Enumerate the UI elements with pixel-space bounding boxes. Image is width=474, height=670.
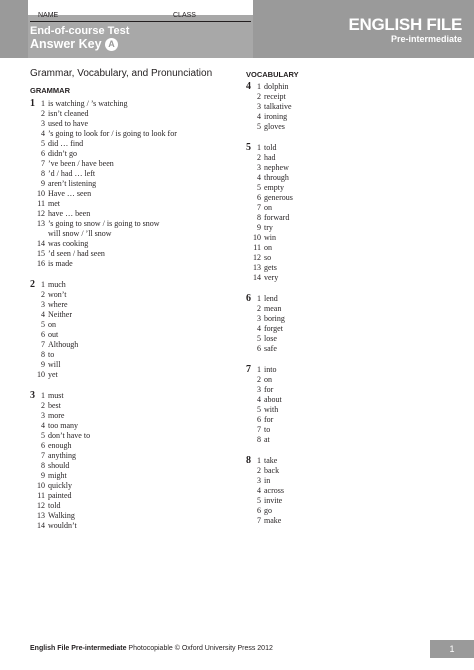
answer-text: to: [264, 425, 271, 434]
item-number: 8: [41, 169, 45, 178]
answer-text: where: [48, 300, 68, 309]
item-number: 5: [257, 122, 261, 131]
answer-text: out: [48, 330, 59, 339]
item-number: 1: [257, 294, 261, 303]
item-number: 1: [41, 99, 45, 108]
answer-text: dolphin: [264, 82, 289, 91]
item-number: 2: [257, 153, 261, 162]
name-label: NAME: [38, 12, 59, 19]
section-number: 6: [246, 293, 251, 304]
answer-text: enough: [48, 441, 72, 450]
answer-text: yet: [48, 370, 58, 379]
answer-text: make: [264, 516, 282, 525]
item-number: 12: [37, 209, 45, 218]
answer-text: aren’t listening: [48, 179, 97, 188]
item-number: 2: [257, 375, 261, 384]
answer-key-title: Answer Key: [30, 37, 102, 51]
page-title: Grammar, Vocabulary, and Pronunciation: [30, 68, 213, 79]
item-number: 1: [257, 82, 261, 91]
section-number: 1: [30, 98, 35, 109]
answer-text: forward: [264, 213, 290, 222]
answer-text: must: [48, 391, 64, 400]
answer-text: did … find: [48, 139, 84, 148]
version-badge: A: [105, 38, 118, 51]
item-number: 5: [41, 431, 45, 440]
item-number: 7: [257, 425, 261, 434]
answer-text: into: [264, 365, 277, 374]
item-number: 8: [41, 350, 45, 359]
answer-text: generous: [264, 193, 293, 202]
item-number: 4: [257, 173, 261, 182]
item-number: 9: [41, 179, 45, 188]
item-number: 1: [257, 456, 261, 465]
answer-text: might: [48, 471, 67, 480]
item-number: 7: [257, 516, 261, 525]
item-number: 4: [257, 112, 261, 121]
answer-text: through: [264, 173, 289, 182]
answer-text: don’t have to: [48, 431, 91, 440]
answer-text: ’ve been / have been: [48, 159, 114, 168]
answer-text: gloves: [264, 122, 285, 131]
answer-text: have … been: [48, 209, 91, 218]
item-number: 5: [41, 320, 45, 329]
item-number: 1: [41, 391, 45, 400]
answer-text: to: [48, 350, 55, 359]
item-number: 6: [41, 441, 45, 450]
answer-text: mean: [264, 304, 282, 313]
answer-text: receipt: [264, 92, 286, 101]
item-number: 7: [257, 203, 261, 212]
answer-text: for: [264, 415, 274, 424]
answer-text: wouldn’t: [48, 521, 77, 530]
answer-text: much: [48, 280, 66, 289]
item-number: 4: [41, 421, 45, 430]
answer-text: is watching / ’s watching: [48, 99, 128, 108]
answer-text: empty: [264, 183, 284, 192]
item-number: 7: [41, 451, 45, 460]
item-number: 9: [41, 360, 45, 369]
section-number: 5: [246, 142, 251, 153]
footer-series: English File Pre-intermediate: [30, 645, 127, 652]
answer-text: told: [48, 501, 61, 510]
item-number: 5: [257, 183, 261, 192]
footer-copyright: Photocopiable © Oxford University Press 2012: [126, 645, 273, 652]
item-number: 1: [257, 143, 261, 152]
answer-text: ’d / had … left: [48, 169, 96, 178]
item-number: 2: [257, 304, 261, 313]
answer-text: ’s going to snow / is going to snow: [48, 219, 160, 228]
item-number: 3: [41, 411, 45, 420]
item-number: 6: [257, 415, 261, 424]
answer-text: met: [48, 199, 60, 208]
answer-text: try: [264, 223, 273, 232]
answer-text: take: [264, 456, 278, 465]
item-number: 3: [257, 102, 261, 111]
answer-text: boring: [264, 314, 285, 323]
item-number: 2: [257, 92, 261, 101]
answer-text: will snow / ’ll snow: [48, 229, 112, 238]
answer-text: was cooking: [48, 239, 89, 248]
item-number: 6: [257, 506, 261, 515]
item-number: 2: [41, 290, 45, 299]
item-number: 2: [41, 401, 45, 410]
item-number: 6: [41, 330, 45, 339]
answer-text: invite: [264, 496, 283, 505]
answer-text: Although: [48, 340, 79, 349]
item-number: 4: [41, 129, 45, 138]
answer-text: painted: [48, 491, 72, 500]
item-number: 6: [257, 344, 261, 353]
item-number: 4: [257, 395, 261, 404]
item-number: 10: [37, 370, 45, 379]
answer-text: should: [48, 461, 70, 470]
page-number: 1: [430, 640, 474, 658]
section-number: 8: [246, 455, 251, 466]
answer-text: with: [264, 405, 279, 414]
answer-text: best: [48, 401, 61, 410]
item-number: 11: [37, 199, 45, 208]
answer-text: at: [264, 435, 270, 444]
item-number: 6: [41, 149, 45, 158]
section-number: 4: [246, 81, 251, 92]
item-number: 7: [41, 340, 45, 349]
answer-text: Walking: [48, 511, 75, 520]
item-number: 14: [37, 239, 45, 248]
answer-text: lend: [264, 294, 278, 303]
answer-text: on: [264, 203, 272, 212]
item-number: 13: [37, 511, 45, 520]
answer-text: forget: [264, 324, 283, 333]
answer-text: more: [48, 411, 65, 420]
item-number: 3: [41, 300, 45, 309]
item-number: 5: [257, 334, 261, 343]
answer-text: told: [264, 143, 277, 152]
item-number: 3: [257, 163, 261, 172]
answer-text: across: [264, 486, 284, 495]
grammar-heading: GRAMMAR: [30, 86, 70, 95]
item-number: 11: [253, 243, 261, 252]
item-number: 11: [37, 491, 45, 500]
answer-text: on: [264, 243, 272, 252]
answer-text: gets: [264, 263, 277, 272]
answer-text: on: [48, 320, 56, 329]
answer-text: nephew: [264, 163, 289, 172]
class-label: CLASS: [173, 12, 196, 19]
answer-text: anything: [48, 451, 76, 460]
item-number: 5: [41, 139, 45, 148]
item-number: 12: [37, 501, 45, 510]
item-number: 4: [257, 324, 261, 333]
item-number: 3: [257, 476, 261, 485]
item-number: 9: [41, 471, 45, 480]
brand-logo: ENGLISH FILE: [348, 15, 462, 34]
item-number: 8: [257, 435, 261, 444]
section-number: 7: [246, 364, 251, 375]
answer-text: won’t: [48, 290, 67, 299]
item-number: 12: [253, 253, 261, 262]
answer-text: is made: [48, 259, 73, 268]
answer-text: ’d seen / had seen: [48, 249, 105, 258]
answer-text: in: [264, 476, 271, 485]
section-number: 3: [30, 390, 35, 401]
item-number: 3: [41, 119, 45, 128]
item-number: 10: [37, 189, 45, 198]
answer-text: Have … seen: [48, 189, 92, 198]
answer-text: ironing: [264, 112, 288, 121]
item-number: 14: [253, 273, 261, 282]
item-number: 3: [257, 385, 261, 394]
answer-text: on: [264, 375, 272, 384]
answer-text: quickly: [48, 481, 72, 490]
item-number: 13: [37, 219, 45, 228]
vocabulary-heading: VOCABULARY: [246, 70, 299, 79]
item-number: 9: [257, 223, 261, 232]
item-number: 1: [41, 280, 45, 289]
answer-text: too many: [48, 421, 78, 430]
answer-text: lose: [264, 334, 277, 343]
item-number: 7: [41, 159, 45, 168]
item-number: 5: [257, 405, 261, 414]
item-number: 6: [257, 193, 261, 202]
answer-text: safe: [264, 344, 277, 353]
answer-text: so: [264, 253, 272, 262]
item-number: 5: [257, 496, 261, 505]
answer-text: about: [264, 395, 282, 404]
answer-text: go: [264, 506, 272, 515]
answer-text: isn’t cleaned: [48, 109, 89, 118]
section-number: 2: [30, 279, 35, 290]
item-number: 8: [41, 461, 45, 470]
item-number: 3: [257, 314, 261, 323]
answer-text: ’s going to look for / is going to look for: [48, 129, 177, 138]
answer-text: Neither: [48, 310, 72, 319]
answer-text: used to have: [48, 119, 88, 128]
item-number: 10: [37, 481, 45, 490]
test-title: End-of-course Test: [30, 25, 130, 37]
brand-level: Pre-intermediate: [390, 34, 462, 44]
name-class-line: [30, 21, 251, 22]
item-number: 2: [257, 466, 261, 475]
answer-text: didn’t go: [48, 149, 77, 158]
item-number: 10: [253, 233, 261, 242]
item-number: 1: [257, 365, 261, 374]
item-number: 14: [37, 521, 45, 530]
answer-text: back: [264, 466, 280, 475]
answer-text: will: [48, 360, 61, 369]
answer-text: had: [264, 153, 276, 162]
item-number: 16: [37, 259, 45, 268]
item-number: 4: [41, 310, 45, 319]
item-number: 8: [257, 213, 261, 222]
answer-text: for: [264, 385, 274, 394]
answer-text: win: [264, 233, 276, 242]
footer: [30, 645, 273, 652]
item-number: 15: [37, 249, 45, 258]
item-number: 2: [41, 109, 45, 118]
item-number: 4: [257, 486, 261, 495]
answer-text: very: [264, 273, 279, 282]
item-number: 13: [253, 263, 261, 272]
answer-text: talkative: [264, 102, 292, 111]
